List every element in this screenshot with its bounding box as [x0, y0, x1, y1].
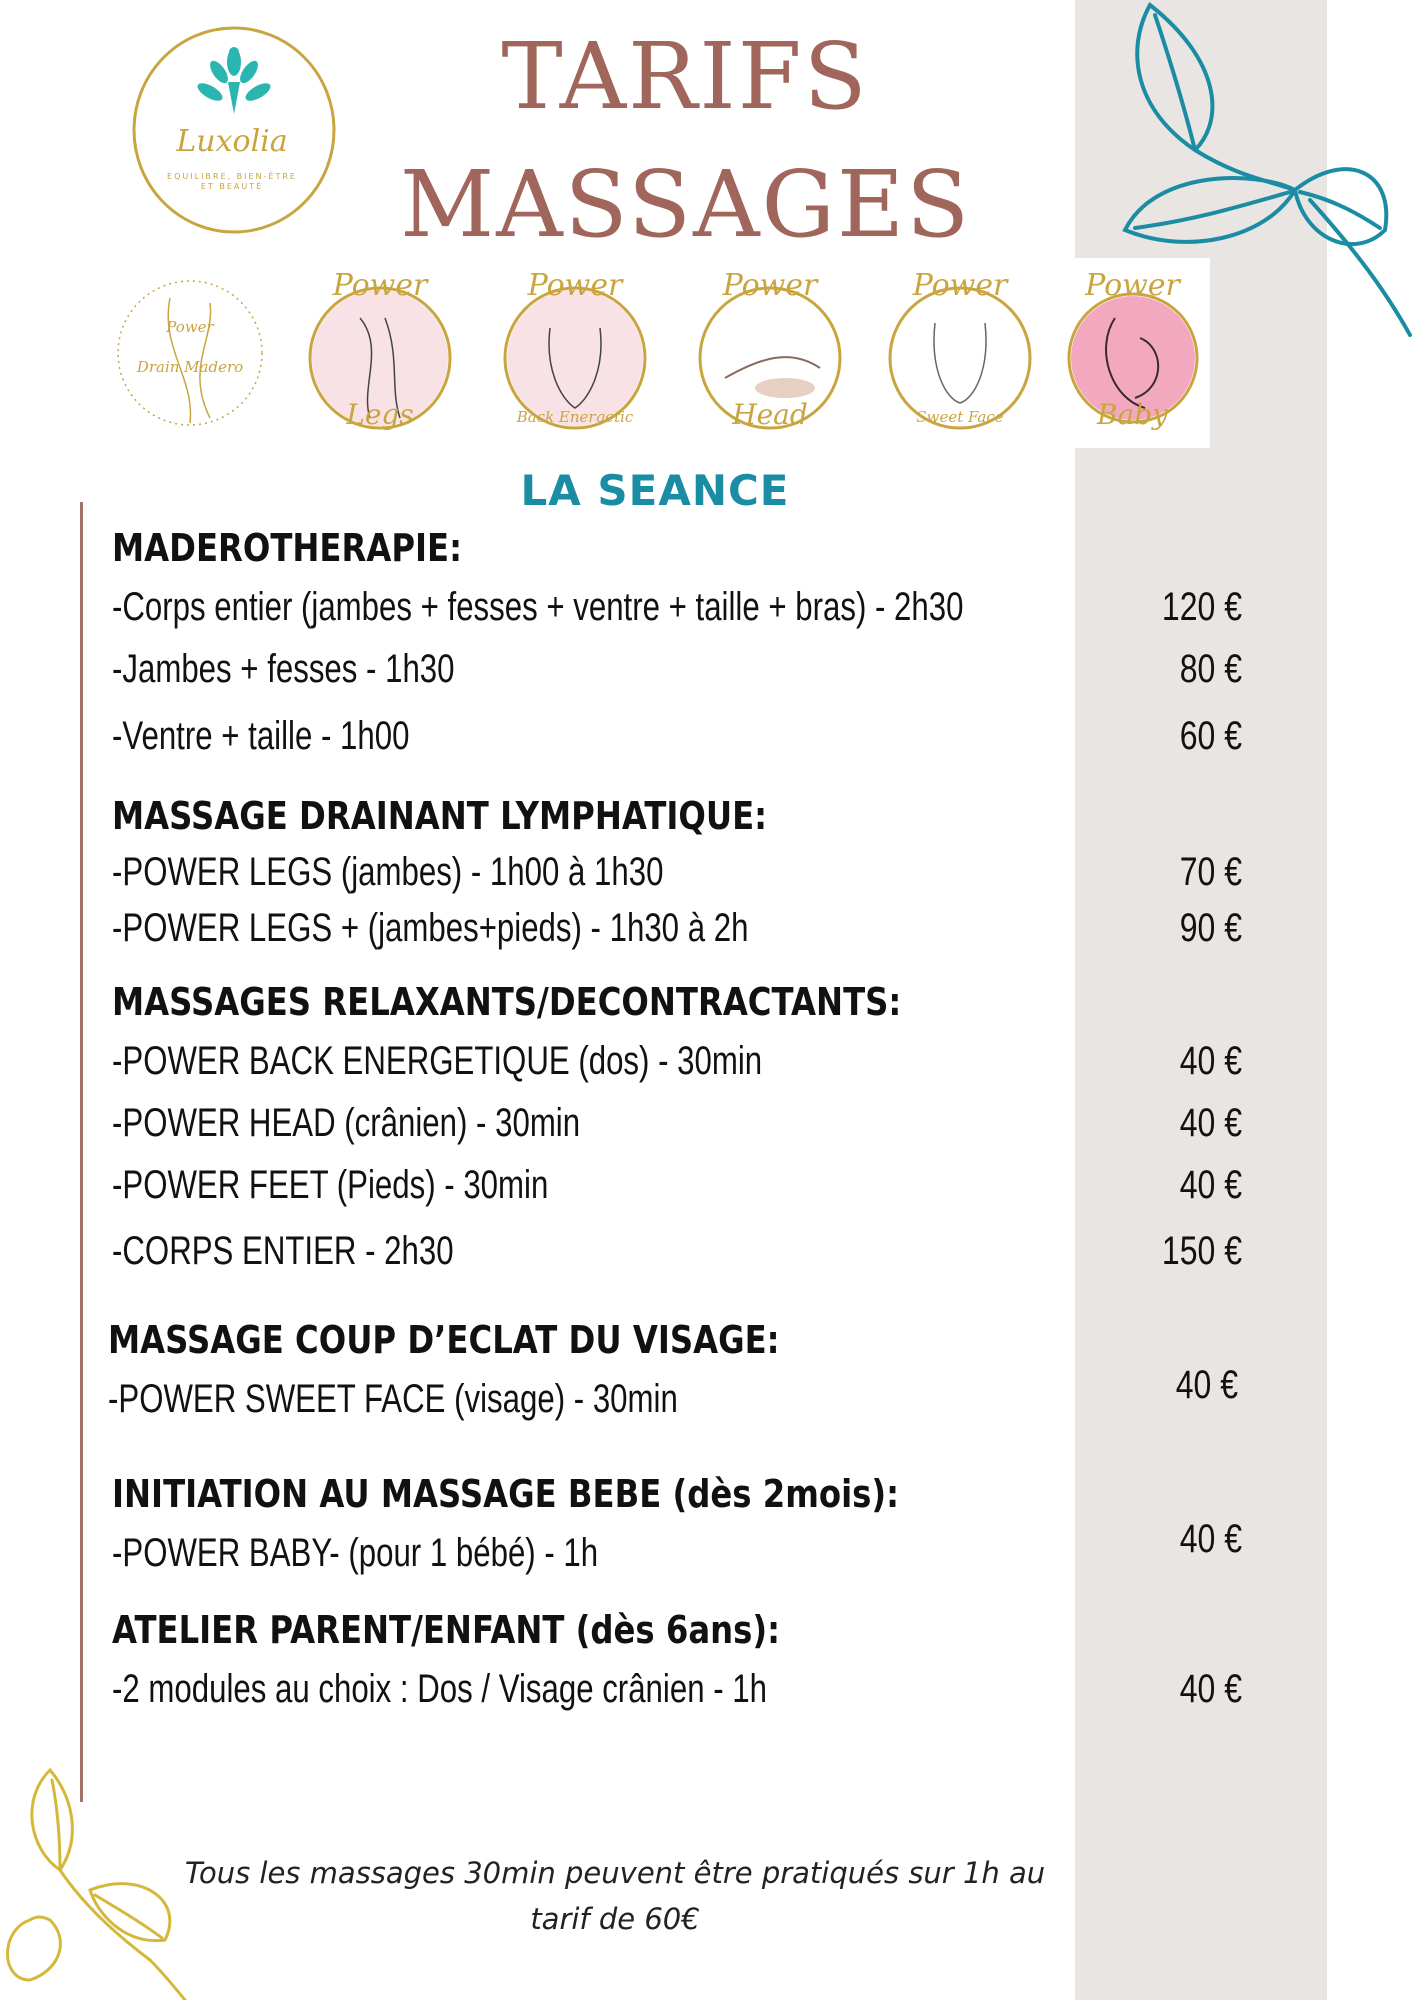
category-title: MASSAGES RELAXANTS/DECONTRACTANTS:: [112, 980, 902, 1024]
item-price: 80 €: [1179, 647, 1242, 691]
page-title-line-2: MASSAGES: [400, 151, 972, 258]
item-label: -POWER SWEET FACE (visage) - 30min: [108, 1377, 678, 1421]
badge-3-top: Power: [527, 268, 623, 303]
category-title: MASSAGE DRAINANT LYMPHATIQUE:: [112, 794, 768, 838]
list-item: [112, 1154, 1252, 1216]
category-title: MADEROTHERAPIE:: [112, 526, 463, 570]
item-price: 150 €: [1161, 1229, 1242, 1273]
badge-4-bottom: Head: [732, 398, 808, 431]
item-label: -Corps entier (jambes + fesses + ventre + taille + bras) - 2h30: [112, 585, 964, 629]
badge-1-top: Power: [166, 318, 214, 336]
badge-2-top: Power: [332, 268, 428, 303]
item-price: 40 €: [1179, 1163, 1242, 1207]
item-label: -POWER LEGS (jambes) - 1h00 à 1h30: [112, 850, 664, 894]
badge-4-top: Power: [722, 268, 818, 303]
badge-2-bottom: Legs: [346, 398, 414, 431]
item-price: 70 €: [1179, 850, 1242, 894]
service-badges: [100, 258, 1210, 458]
item-price: 40 €: [1179, 1667, 1242, 1711]
brand-tagline: EQUILIBRE, BIEN-ÊTRE ET BEAUTÉ: [167, 172, 297, 191]
list-item: [112, 638, 1252, 700]
page-title-line-1: TARIFS: [501, 23, 869, 130]
item-label: -POWER HEAD (crânien) - 30min: [112, 1101, 581, 1145]
brand-name: Luxolia: [176, 124, 288, 159]
list-item: [112, 844, 1252, 900]
badge-power-back: [485, 258, 665, 448]
section-heading: LA SEANCE: [520, 466, 790, 515]
item-price: 40 €: [1179, 1517, 1242, 1561]
footnote: [150, 1850, 1080, 1942]
category-atelier: [112, 1602, 1252, 1720]
item-label: -POWER BACK ENERGETIQUE (dos) - 30min: [112, 1039, 763, 1083]
list-item: [112, 700, 1252, 772]
category-title: MASSAGE COUP D’ECLAT DU VISAGE:: [108, 1318, 780, 1362]
footnote-line-2: tarif de 60€: [530, 1902, 700, 1936]
item-label: -Ventre + taille - 1h00: [112, 714, 410, 758]
badge-6-top: Power: [1085, 268, 1180, 303]
category-drainant: [112, 788, 1252, 956]
badge-5-bottom: Sweet Face: [916, 408, 1004, 426]
badge-power-legs: [290, 258, 470, 448]
category-title: ATELIER PARENT/ENFANT (dès 6ans):: [112, 1608, 781, 1652]
item-price: 60 €: [1179, 714, 1242, 758]
badge-5-top: Power: [912, 268, 1008, 303]
category-bebe: [112, 1466, 1252, 1584]
item-price: 90 €: [1179, 906, 1242, 950]
list-item: [112, 900, 1252, 956]
badge-power-drain-madero: [100, 258, 280, 448]
brand-logo: [122, 22, 342, 237]
list-item: [112, 1517, 1252, 1584]
badge-power-sweet-face: [870, 258, 1050, 448]
item-price: 40 €: [1179, 1101, 1242, 1145]
item-price: 40 €: [1179, 1039, 1242, 1083]
list-item: [112, 1092, 1252, 1154]
item-price: 40 €: [1175, 1363, 1238, 1407]
item-price: 120 €: [1161, 585, 1242, 629]
item-label: -POWER BABY- (pour 1 bébé) - 1h: [112, 1531, 599, 1575]
list-item: [108, 1363, 1252, 1430]
list-item: [112, 1030, 1252, 1092]
item-label: -Jambes + fesses - 1h30: [112, 647, 455, 691]
footnote-line-1: Tous les massages 30min peuvent être pratiqués sur 1h au: [184, 1856, 1046, 1890]
item-label: -POWER LEGS + (jambes+pieds) - 1h30 à 2h: [112, 906, 749, 950]
item-label: -CORPS ENTIER - 2h30: [112, 1229, 454, 1273]
badge-power-baby: [1055, 258, 1235, 448]
badge-1-bottom: Drain Madero: [136, 358, 244, 376]
category-relaxants: [112, 974, 1252, 1286]
category-maderotherapie: [112, 520, 1252, 772]
list-item: [112, 576, 1252, 638]
price-list: [108, 520, 1252, 1720]
badge-3-bottom: Back Energetic: [516, 408, 634, 426]
list-item: [112, 1658, 1252, 1720]
category-title: INITIATION AU MASSAGE BEBE (dès 2mois):: [112, 1472, 900, 1516]
item-label: -POWER FEET (Pieds) - 30min: [112, 1163, 549, 1207]
category-visage: [108, 1312, 1252, 1430]
badge-6-bottom: Baby: [1096, 398, 1168, 431]
list-item: [112, 1216, 1252, 1286]
item-label: -2 modules au choix : Dos / Visage crânien - 1h: [112, 1667, 767, 1711]
vertical-rule: [80, 502, 83, 1802]
badge-power-head: [680, 258, 860, 448]
